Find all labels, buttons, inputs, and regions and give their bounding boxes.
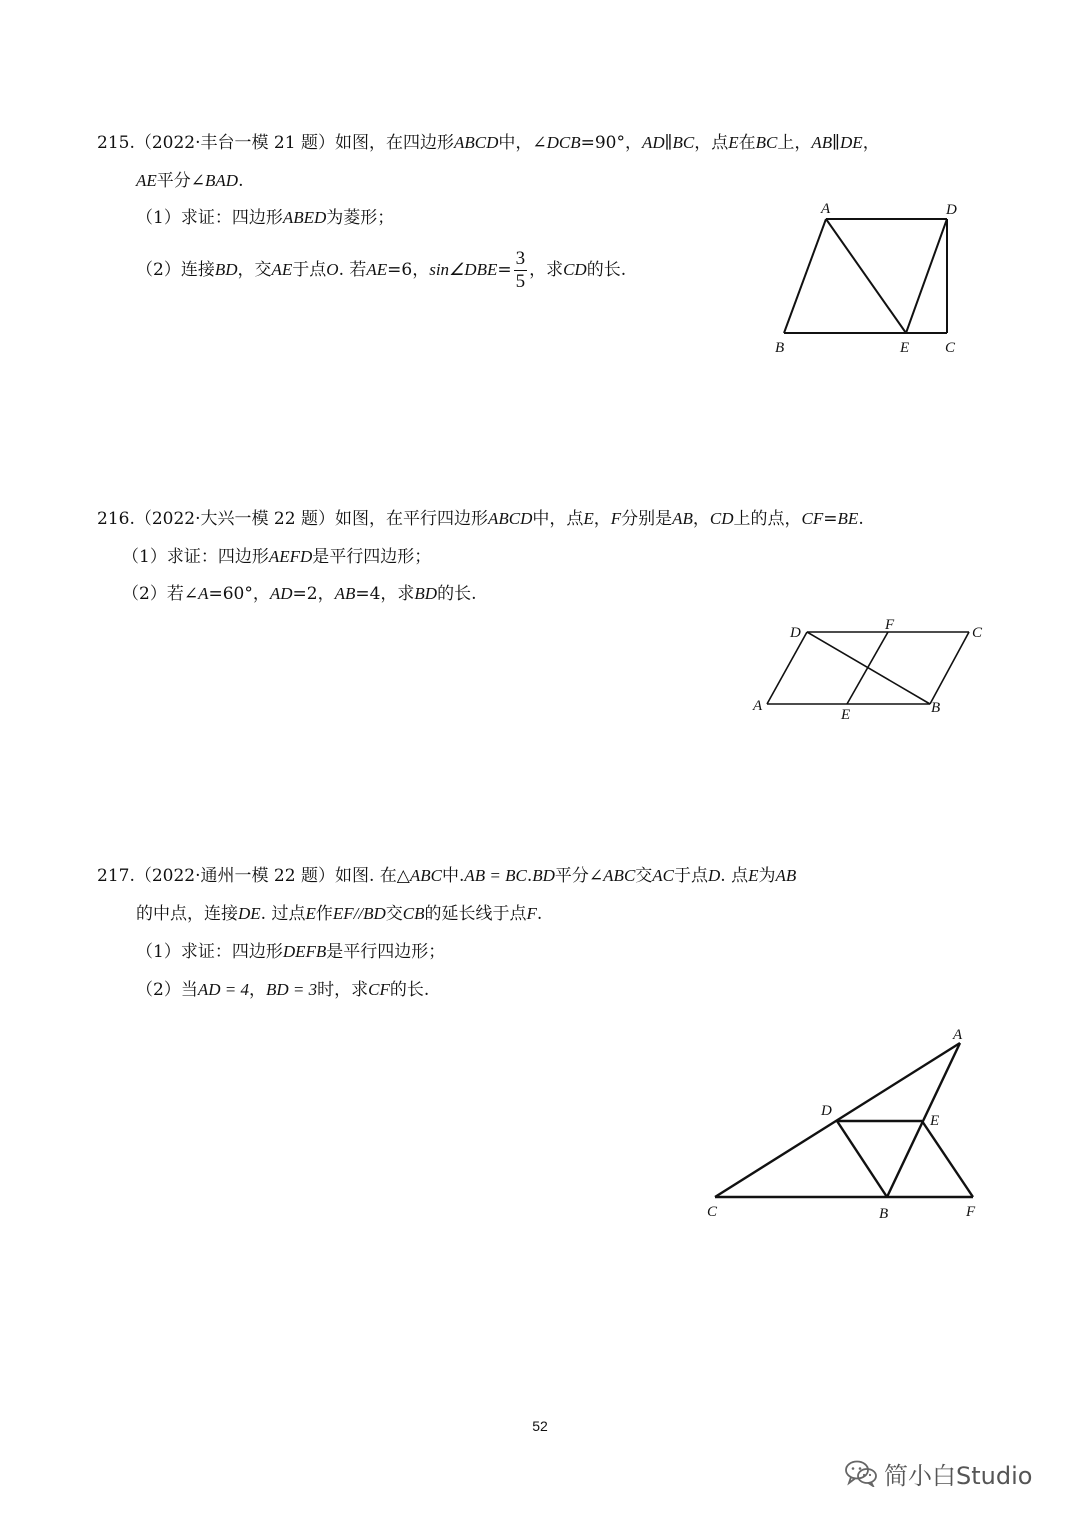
- math: BD: [414, 584, 438, 603]
- text: 中，∠: [498, 133, 547, 153]
- label-B: B: [879, 1206, 889, 1222]
- math: AB: [775, 866, 797, 885]
- problem-number: 215.: [97, 133, 135, 153]
- problem-217-part1: [136, 940, 445, 964]
- segment-BC: [930, 632, 969, 704]
- text: =90°，: [580, 133, 642, 153]
- segment-EF: [922, 1121, 973, 1197]
- math: CB: [402, 904, 425, 923]
- segment-DE: [906, 219, 947, 333]
- text: 交: [385, 904, 403, 924]
- text: 交: [635, 866, 653, 886]
- problem-215-line1: [97, 131, 880, 155]
- math: AE: [271, 260, 293, 279]
- text: 上，: [777, 133, 812, 153]
- segment-AD: [767, 632, 807, 704]
- text: （2）连接: [136, 260, 215, 280]
- math: DE: [840, 133, 863, 152]
- problem-source: （2022·通州一模 22 题）: [134, 866, 335, 886]
- math: E: [583, 509, 594, 528]
- problem-source: （2022·大兴一模 22 题）: [134, 509, 335, 529]
- math: BC: [672, 133, 695, 152]
- label-E: E: [841, 707, 851, 723]
- math: CD: [709, 509, 734, 528]
- text: 上的点，: [733, 509, 802, 529]
- math: BC: [755, 133, 778, 152]
- math: CD: [563, 260, 587, 279]
- text: 的长.: [586, 260, 627, 280]
- segment-AB: [784, 219, 826, 333]
- math: AD: [269, 584, 293, 603]
- segment-EF: [847, 632, 888, 704]
- label-F: F: [885, 617, 895, 633]
- text: .: [858, 509, 864, 529]
- math: AB: [334, 584, 356, 603]
- math: F: [526, 904, 537, 923]
- math: BD = 3: [265, 980, 318, 999]
- label-E: E: [900, 340, 910, 356]
- text: 中.: [441, 866, 465, 886]
- problem-number: 216.: [97, 509, 135, 529]
- text: . 过点: [260, 904, 306, 924]
- text: 是平行四边形；: [312, 547, 432, 567]
- label-B: B: [775, 340, 785, 356]
- math: F: [610, 509, 622, 528]
- text: ∥: [832, 133, 841, 153]
- text: （1）求证：四边形: [136, 942, 283, 962]
- label-B: B: [931, 700, 941, 716]
- text: 中，点: [532, 509, 584, 529]
- figure-215: [760, 195, 980, 365]
- math: AB = BC: [464, 866, 527, 885]
- text: .: [238, 171, 244, 191]
- text: 时，求: [317, 980, 369, 1000]
- text: 平分∠: [156, 171, 206, 191]
- problem-216-part1: [122, 545, 431, 569]
- text: 是平行四边形；: [326, 942, 446, 962]
- math: BE: [837, 509, 859, 528]
- math: DE: [238, 904, 261, 923]
- math: E: [305, 904, 316, 923]
- math: AEFD: [268, 547, 313, 566]
- problem-216-line1: [97, 507, 864, 531]
- text: 在: [738, 133, 756, 153]
- text: 如图. 在△: [334, 866, 410, 886]
- page-number: 52: [532, 1418, 548, 1434]
- wechat-icon: [844, 1459, 878, 1487]
- text: ，: [248, 980, 266, 1000]
- problem-215-line2: [136, 169, 243, 193]
- problem-217-line2: [136, 902, 542, 926]
- math: E: [748, 866, 759, 885]
- text: 的长.: [389, 980, 430, 1000]
- watermark-text: 简小白Studio: [884, 1461, 1033, 1490]
- math: ABC: [409, 866, 442, 885]
- problem-215-part1: [136, 206, 394, 230]
- math: E: [728, 133, 739, 152]
- text: 如图，在四边形: [334, 133, 454, 153]
- label-E: E: [930, 1113, 940, 1129]
- math: A: [198, 584, 209, 603]
- figure-217: [695, 1015, 995, 1230]
- text: 于点: [674, 866, 709, 886]
- text: （2）当: [136, 980, 198, 1000]
- text: .: [536, 904, 543, 924]
- text: 于点: [292, 260, 327, 280]
- text: （1）求证：四边形: [122, 547, 269, 567]
- problem-217-line1: [97, 864, 796, 888]
- text: 分别是: [621, 509, 673, 529]
- text: =: [823, 509, 838, 529]
- text: ，: [593, 509, 611, 529]
- math: CF: [801, 509, 824, 528]
- text: .: [526, 866, 533, 886]
- fraction: [514, 248, 528, 293]
- text: =60°，: [208, 584, 270, 604]
- text: =2，: [292, 584, 335, 604]
- text: 作: [315, 904, 333, 924]
- math: ABC: [603, 866, 636, 885]
- label-C: C: [972, 625, 983, 641]
- math: D: [708, 866, 721, 885]
- math: DCB: [546, 133, 581, 152]
- label-F: F: [966, 1204, 976, 1220]
- text: 如图，在平行四边形: [334, 509, 488, 529]
- text: （1）求证：四边形: [136, 208, 283, 228]
- text: ，交: [237, 260, 272, 280]
- math: ABED: [282, 208, 327, 227]
- text: 的延长线于点: [424, 904, 527, 924]
- math: AC: [652, 866, 675, 885]
- math: AB: [672, 509, 693, 528]
- segment-DB: [837, 1121, 887, 1197]
- math: AE: [366, 260, 388, 279]
- text: . 点: [720, 866, 749, 886]
- text: （2）若∠: [122, 584, 199, 604]
- math: BAD: [205, 171, 239, 190]
- segment-DB: [807, 632, 930, 704]
- problem-216-part2: [122, 582, 477, 606]
- problem-source: （2022·丰台一模 21 题）: [134, 133, 335, 153]
- math: ABCD: [453, 133, 499, 152]
- math: AE: [136, 171, 157, 190]
- label-D: D: [821, 1103, 832, 1119]
- watermark: [844, 1458, 1032, 1488]
- figure-216: [745, 612, 995, 727]
- problem-number: 217.: [97, 866, 135, 886]
- text: 的长.: [437, 584, 477, 604]
- problem-217-part2: [136, 978, 429, 1002]
- denominator: 5: [515, 271, 526, 292]
- text: 为菱形；: [326, 208, 395, 228]
- text: 平分∠: [554, 866, 604, 886]
- math: EF//BD: [332, 904, 386, 923]
- math: O: [326, 260, 339, 279]
- text: ，点: [694, 133, 729, 153]
- text: 为: [758, 866, 776, 886]
- text: 的中点，连接: [136, 904, 238, 924]
- numerator: 3: [515, 248, 526, 269]
- text: =6，: [387, 260, 430, 280]
- label-A: A: [953, 1027, 963, 1043]
- segment-AE: [826, 219, 906, 333]
- problem-215-part2: [136, 246, 626, 294]
- math: CF: [368, 980, 390, 999]
- math: DEFB: [282, 942, 327, 961]
- label-A: A: [821, 201, 831, 217]
- math: AB: [811, 133, 833, 152]
- label-D: D: [946, 202, 957, 218]
- math: AD = 4: [197, 980, 249, 999]
- text: ，求: [529, 260, 564, 280]
- text: ∥: [664, 133, 673, 153]
- text: =: [497, 260, 512, 280]
- math: BD: [214, 260, 238, 279]
- text: ，: [692, 509, 710, 529]
- math: sin∠DBE: [429, 260, 498, 279]
- label-D: D: [790, 625, 801, 641]
- math: AD: [642, 133, 665, 152]
- text: =4，求: [355, 584, 415, 604]
- text: . 若: [338, 260, 367, 280]
- label-A: A: [753, 698, 763, 714]
- label-C: C: [945, 340, 956, 356]
- math: BD: [532, 866, 555, 885]
- math: ABCD: [487, 509, 533, 528]
- text: ，: [862, 133, 880, 153]
- label-C: C: [707, 1204, 718, 1220]
